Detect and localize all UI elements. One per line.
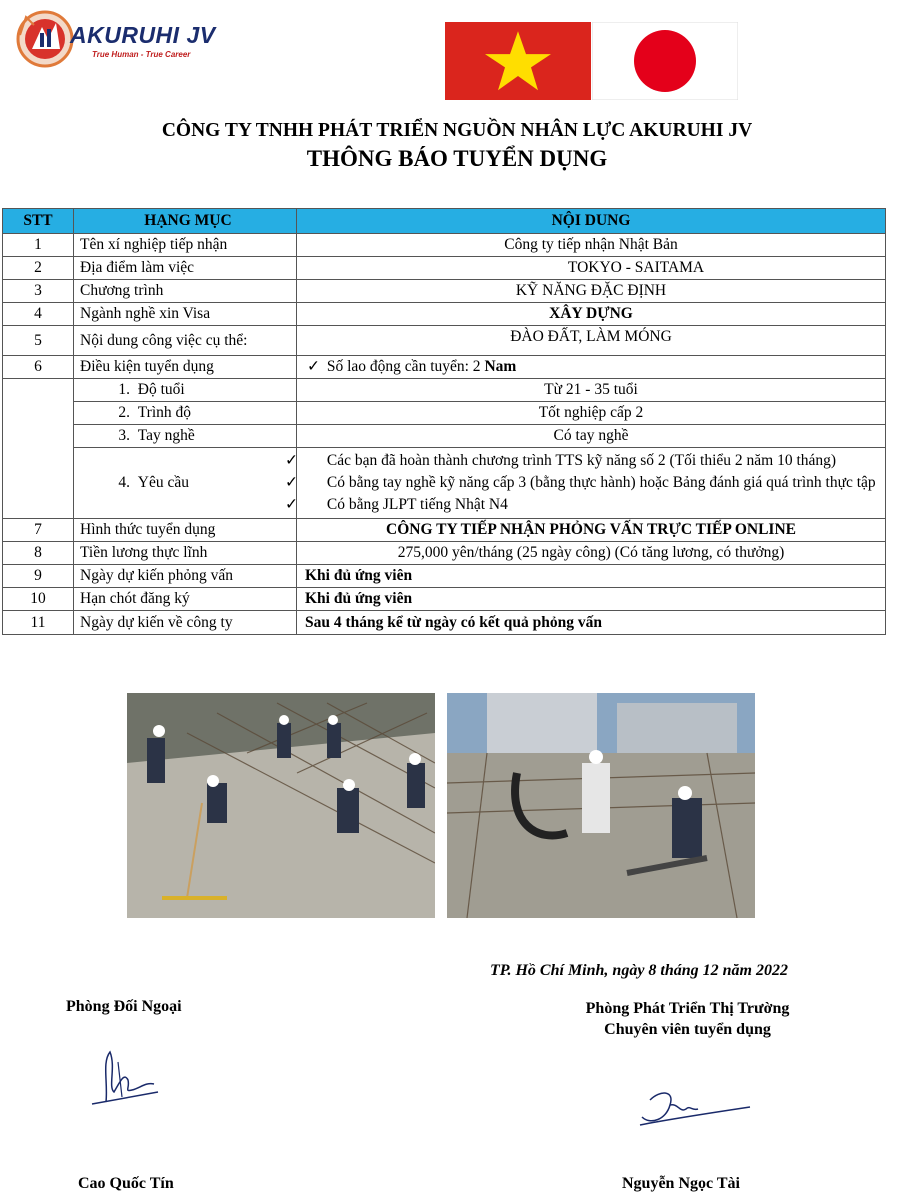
row-content: KỸ NĂNG ĐẶC ĐỊNH bbox=[297, 280, 886, 303]
header-content: NỘI DUNG bbox=[297, 209, 886, 234]
table-header-row bbox=[3, 209, 886, 234]
page-title: THÔNG BÁO TUYỂN DỤNG bbox=[306, 146, 608, 171]
condition-label: 2. Trình độ bbox=[74, 402, 297, 425]
row-content-bold: Nam bbox=[484, 358, 517, 375]
header-stt: STT bbox=[3, 209, 74, 234]
requirement-item: ✓ Có bằng JLPT tiếng Nhật N4 bbox=[307, 494, 885, 516]
row-content-text: TOKYO - SAITAMA bbox=[567, 259, 705, 276]
construction-photo-1 bbox=[127, 693, 435, 918]
row-content-text: Số lao động cần tuyển: 2 bbox=[326, 358, 481, 375]
row-content: ĐÀO ĐẤT, LÀM MÓNG bbox=[297, 326, 886, 356]
row-content: Sau 4 tháng kể từ ngày có kết quả phỏng vấn bbox=[297, 611, 886, 635]
right-signer-name: Nguyễn Ngọc Tài bbox=[622, 1175, 740, 1192]
row-stt: 8 bbox=[3, 542, 74, 565]
row-stt: 5 bbox=[3, 326, 74, 356]
condition-content: Có tay nghề bbox=[297, 425, 886, 448]
requirement-item: ✓ Có bằng tay nghề kỹ năng cấp 3 (bằng thực hành) hoặc Bảng đánh giá quá trình thực tập bbox=[307, 472, 885, 494]
condition-content: Từ 21 - 35 tuổi bbox=[297, 379, 886, 402]
table-row bbox=[3, 234, 886, 257]
row-stt: 4 bbox=[3, 303, 74, 326]
row-item: Địa điểm làm việc bbox=[74, 257, 297, 280]
checkmark-icon: ✓ bbox=[307, 358, 320, 375]
row-content: Công ty tiếp nhận Nhật Bản bbox=[297, 234, 886, 257]
table-row bbox=[3, 303, 886, 326]
vietnam-flag-icon bbox=[445, 22, 591, 100]
row-item: Chương trình bbox=[74, 280, 297, 303]
row-item: Tiền lương thực lĩnh bbox=[74, 542, 297, 565]
checkmark-icon: ✓ bbox=[285, 496, 298, 513]
table-row bbox=[3, 588, 886, 611]
row-item: Tên xí nghiệp tiếp nhận bbox=[74, 234, 297, 257]
logo-slogan: True Human - True Career bbox=[92, 50, 191, 59]
row-item: Điều kiện tuyển dụng bbox=[74, 356, 297, 379]
checkmark-icon: ✓ bbox=[285, 452, 298, 469]
construction-photo-2 bbox=[447, 693, 755, 918]
right-department-name: Phòng Phát Triển Thị Trường bbox=[585, 1000, 790, 1017]
row-stt: 9 bbox=[3, 565, 74, 588]
table-row bbox=[3, 542, 886, 565]
document-date: TP. Hồ Chí Minh, ngày 8 tháng 12 năm 2022 bbox=[490, 962, 788, 979]
condition-row bbox=[3, 425, 886, 448]
table-row bbox=[3, 611, 886, 635]
condition-label: 3. Tay nghề bbox=[74, 425, 297, 448]
row-item: Ngành nghề xin Visa bbox=[74, 303, 297, 326]
row-content: XÂY DỰNG bbox=[297, 303, 886, 326]
signature-left bbox=[88, 1042, 168, 1112]
row-item: Ngày dự kiến phỏng vấn bbox=[74, 565, 297, 588]
row-content: 275,000 yên/tháng (25 ngày công) (Có tăng lương, có thưởng) bbox=[297, 542, 886, 565]
row-stt: 1 bbox=[3, 234, 74, 257]
table-row bbox=[3, 356, 886, 379]
checkmark-icon: ✓ bbox=[285, 474, 298, 491]
table-row bbox=[3, 565, 886, 588]
row-stt: 11 bbox=[3, 611, 74, 635]
condition-stt-empty bbox=[3, 379, 74, 519]
row-content: CÔNG TY TIẾP NHẬN PHỎNG VẤN TRỰC TIẾP ONLINE bbox=[297, 519, 886, 542]
right-department-title: Chuyên viên tuyển dụng bbox=[604, 1021, 771, 1038]
header-item: HẠNG MỤC bbox=[74, 209, 297, 234]
condition-content: Tốt nghiệp cấp 2 bbox=[297, 402, 886, 425]
row-content bbox=[297, 356, 886, 379]
row-stt: 6 bbox=[3, 356, 74, 379]
japan-flag-icon bbox=[592, 22, 738, 100]
row-stt: 2 bbox=[3, 257, 74, 280]
requirement-list bbox=[285, 448, 886, 519]
right-department bbox=[560, 998, 815, 1040]
row-stt: 10 bbox=[3, 588, 74, 611]
company-name: CÔNG TY TNHH PHÁT TRIỂN NGUỒN NHÂN LỰC AKURUHI JV bbox=[161, 120, 753, 141]
condition-row bbox=[3, 379, 886, 402]
table-row bbox=[3, 257, 886, 280]
condition-row bbox=[3, 402, 886, 425]
recruitment-table bbox=[2, 208, 886, 635]
logo-text: AKURUHI JV bbox=[70, 22, 216, 48]
row-stt: 3 bbox=[3, 280, 74, 303]
row-item: Hạn chót đăng ký bbox=[74, 588, 297, 611]
row-content: Khi đủ ứng viên bbox=[297, 588, 886, 611]
table-row bbox=[3, 280, 886, 303]
row-stt: 7 bbox=[3, 519, 74, 542]
table-row bbox=[3, 519, 886, 542]
row-item: Ngày dự kiến về công ty bbox=[74, 611, 297, 635]
requirement-row bbox=[3, 448, 886, 519]
table-row bbox=[3, 326, 886, 356]
condition-label: 1. Độ tuổi bbox=[74, 379, 297, 402]
requirement-item: ✓ Các bạn đã hoàn thành chương trình TTS kỹ năng số 2 (Tối thiểu 2 năm 10 tháng) bbox=[307, 450, 885, 472]
signature-right bbox=[630, 1075, 755, 1140]
requirement-label: 4. Yêu cầu bbox=[74, 448, 297, 519]
row-item: Hình thức tuyển dụng bbox=[74, 519, 297, 542]
row-item: Nội dung công việc cụ thể: bbox=[74, 326, 297, 356]
row-content: Khi đủ ứng viên bbox=[297, 565, 886, 588]
row-content bbox=[297, 257, 886, 280]
left-department: Phòng Đối Ngoại bbox=[66, 998, 182, 1015]
left-signer-name: Cao Quốc Tín bbox=[78, 1175, 174, 1192]
